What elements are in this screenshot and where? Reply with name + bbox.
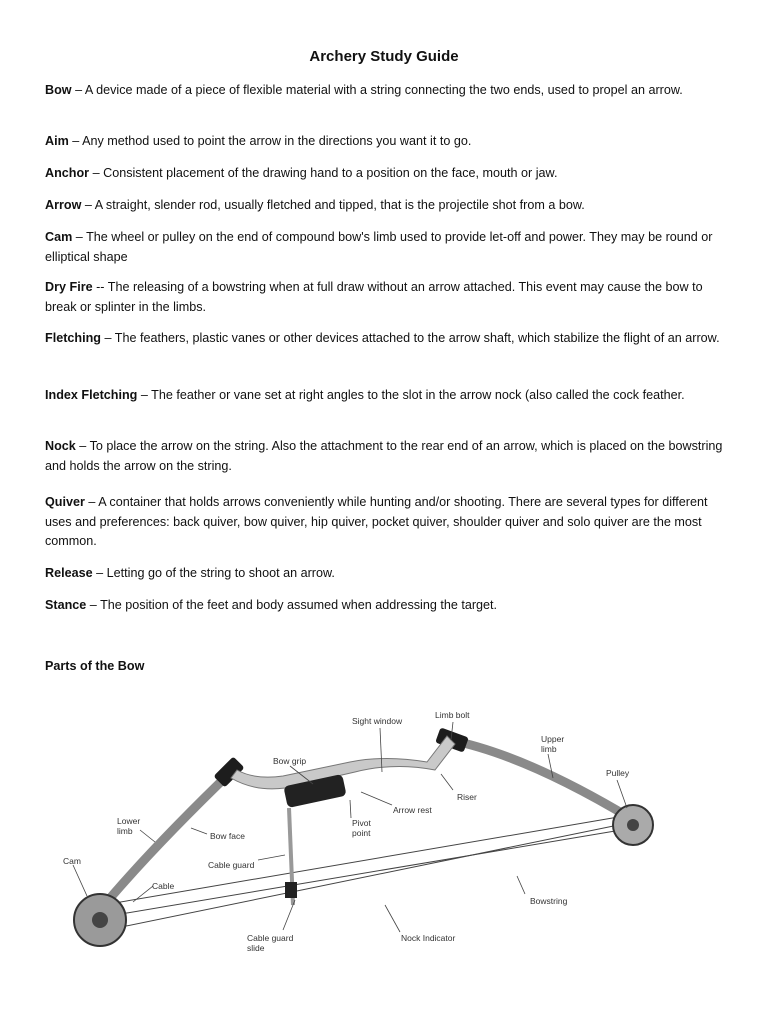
label-pivot-point-2: point	[352, 828, 371, 838]
term: Arrow	[45, 198, 82, 212]
separator: –	[72, 230, 87, 244]
definition-text: To place the arrow on the string. Also the attachment to the rear end of an arrow, which is placed on the bowstring and holds the arrow on the string.	[45, 439, 723, 473]
leader-line	[350, 800, 351, 818]
term: Stance	[45, 598, 87, 612]
section-heading: Parts of the Bow	[45, 659, 145, 673]
leader-line	[441, 774, 453, 790]
leader-line	[385, 905, 400, 932]
label-bowstring: Bowstring	[530, 896, 568, 906]
term: Dry Fire	[45, 280, 93, 294]
label-cable-guard-slide-1: Cable guard	[247, 933, 294, 943]
definition-stance	[45, 596, 730, 616]
term: Cam	[45, 230, 73, 244]
definition-aim	[45, 132, 730, 152]
leader-line	[361, 792, 392, 805]
definition-quiver	[45, 493, 730, 552]
separator: –	[71, 83, 85, 97]
label-riser: Riser	[457, 792, 477, 802]
label-cable: Cable	[152, 881, 175, 891]
label-cable-guard-slide-2: slide	[247, 943, 265, 953]
label-upper-limb-2: limb	[541, 744, 557, 754]
definition-text: A device made of a piece of flexible material with a string connecting the two ends, used to propel an arrow.	[84, 83, 683, 97]
definition-arrow	[45, 196, 730, 216]
label-cable-guard: Cable guard	[208, 860, 255, 870]
label-cam: Cam	[63, 856, 81, 866]
page-title: Archery Study Guide	[309, 48, 459, 65]
lower-cam-axle	[92, 912, 108, 928]
definition-cam	[45, 228, 730, 267]
separator: –	[68, 134, 83, 148]
leader-line	[617, 780, 627, 808]
definition-index-fletching	[45, 386, 730, 406]
leader-line	[73, 865, 87, 896]
separator: –	[86, 598, 101, 612]
term: Anchor	[45, 166, 90, 180]
separator: –	[92, 566, 107, 580]
definition-text: The feathers, plastic vanes or other devices attached to the arrow shaft, which stabilize the flight of an arrow.	[114, 331, 720, 345]
definition-release	[45, 564, 730, 584]
separator: –	[89, 166, 104, 180]
term: Bow	[45, 83, 72, 97]
leader-line	[283, 900, 295, 930]
leader-line	[133, 886, 153, 902]
separator: --	[92, 280, 108, 294]
upper-pulley-axle	[627, 819, 639, 831]
leader-line	[140, 830, 155, 842]
definition-text: A straight, slender rod, usually fletched and tipped, that is the projectile shot from a bow.	[94, 198, 585, 212]
definition-anchor	[45, 164, 730, 184]
label-bow-grip: Bow grip	[273, 756, 307, 766]
definition-text: Letting go of the string to shoot an arrow.	[106, 566, 335, 580]
label-limb-bolt: Limb bolt	[435, 710, 470, 720]
term: Release	[45, 566, 93, 580]
definition-text: A container that holds arrows conveniently while hunting and/or shooting. There are several types for different uses and preferences: back quiver, bow quiver, hip quiver, pocket quiver, shoulder quiver and solo quiver are the most common.	[45, 495, 708, 548]
definition-text: Consistent placement of the drawing hand to a position on the face, mouth or jaw.	[103, 166, 558, 180]
definition-text: The wheel or pulley on the end of compound bow's limb used to provide let-off and power. They may be round or elliptical shape	[45, 230, 713, 264]
label-nock-indicator: Nock Indicator	[401, 933, 456, 943]
definition-text: The releasing of a bowstring when at full draw without an arrow attached. This event may cause the bow to break or splinter in the limbs.	[45, 280, 703, 314]
label-sight-window: Sight window	[352, 716, 403, 726]
leader-line	[258, 855, 285, 860]
label-lower-limb-1: Lower	[117, 816, 141, 826]
label-arrow-rest: Arrow rest	[393, 805, 432, 815]
compound-bow-diagram	[55, 700, 695, 970]
separator: –	[137, 388, 152, 402]
label-lower-limb-2: limb	[117, 826, 133, 836]
term: Fletching	[45, 331, 101, 345]
cable-line	[97, 822, 633, 932]
separator: –	[84, 495, 99, 509]
term: Nock	[45, 439, 76, 453]
definition-text: Any method used to point the arrow in the directions you want it to go.	[82, 134, 472, 148]
definition-fletching	[45, 329, 730, 349]
separator: –	[75, 439, 90, 453]
term: Aim	[45, 134, 69, 148]
label-bow-face: Bow face	[210, 831, 245, 841]
label-pulley: Pulley	[606, 768, 630, 778]
leader-line	[191, 828, 207, 834]
definition-nock	[45, 437, 730, 476]
separator: –	[100, 331, 115, 345]
separator: –	[81, 198, 95, 212]
definition-dry-fire	[45, 278, 730, 317]
definition-bow	[45, 81, 730, 101]
term: Quiver	[45, 495, 85, 509]
label-upper-limb-1: Upper	[541, 734, 565, 744]
definition-text: The feather or vane set at right angles to the slot in the arrow nock (also called the cock feather.	[151, 388, 685, 402]
upper-limb-shape	[450, 740, 630, 818]
cable-guard-slide-shape	[285, 882, 297, 898]
term: Index Fletching	[45, 388, 138, 402]
label-pivot-point-1: Pivot	[352, 818, 371, 828]
definition-text: The position of the feet and body assumed when addressing the target.	[100, 598, 498, 612]
leader-line	[517, 876, 525, 894]
